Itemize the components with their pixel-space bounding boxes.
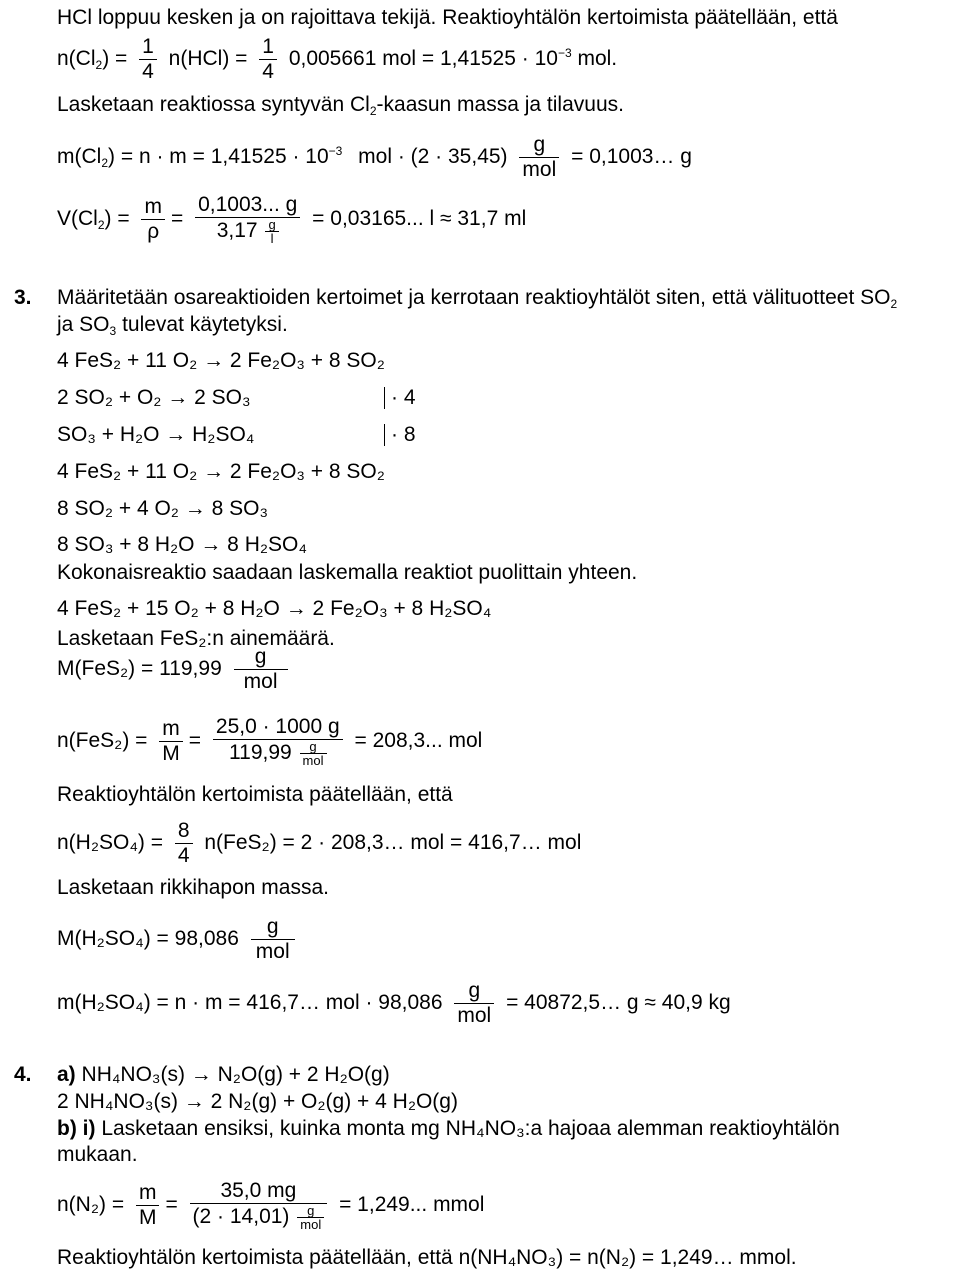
section-3-text: Määritetään osareaktioiden kertoimet ja kerrotaan reaktioyhtälöt siten, että välituotteet $SO_2$ [57, 286, 898, 311]
reaction-3: SO₃ + H₂O → H₂SO₄ [57, 423, 255, 446]
equation-M-fes2: M(FeS₂) = 119,99 $\frac{g}{\text{mol}}$ [57, 640, 294, 698]
fraction-one-quarter: $\frac{1}{4}$ [139, 35, 157, 84]
unit-g-per-mol: $\frac{g}{\text{mol}}$ [234, 645, 288, 694]
fraction-one-quarter-2: $\frac{1}{4}$ [259, 35, 277, 84]
section-4b-text2: mukaan. [57, 1143, 138, 1166]
fraction-eight-quarters: $\frac{8}{4}$ [175, 819, 193, 868]
equation-M-h2so4: M(H₂SO₄) = 98,086 $\frac{g}{\text{mol}}$ [57, 910, 301, 968]
section-4-number: 4. [14, 1063, 32, 1086]
eq-lhs: n(Cl [57, 47, 96, 70]
massa-text: Lasketaan reaktiossa syntyvän $Cl_2$-kaasun massa ja tilavuus. [57, 93, 624, 118]
reaction-6: 8 SO₃ + 8 H₂O → 8 H₂SO₄ [57, 533, 307, 556]
section-4b: b) i) Lasketaan ensiksi, kuinka monta mg NH₄NO₃:a hajoaa alemman reaktioyhtälön [57, 1117, 840, 1140]
fraction-m-M: $\frac{m}{M}$ [136, 1181, 160, 1230]
reaction-5: 8 SO₂ + 4 O₂ → 8 SO₃ [57, 497, 269, 520]
equation-n-cl2: $n(Cl_2)$ = $\frac{1}{4}$ n(HCl) = $\frac{1}{4}$ 0,005661 mol = $1,41525 \cdot 10^{-3}$ mol. [57, 34, 618, 83]
total-reaction: 4 FeS₂ + 15 O₂ + 8 H₂O → 2 Fe₂O₃ + 8 H₂SO₄ [57, 597, 492, 620]
equation-n-h2so4: n(H₂SO₄) = $\frac{8}{4}$ n(FeS₂) = 2 · 208,3… mol = 416,7… mol [57, 818, 582, 867]
equation-n-fes2: n(FeS₂) = $\frac{m}{M}$ = 25,0 · 1000 g 119,99 $\frac{g}{\text{mol}}$ = 208,3... mol [57, 715, 483, 769]
rikki-text: Lasketaan rikkihapon massa. [57, 876, 329, 899]
section-3-text-2: ja $SO_3$ tulevat käytetyksi. [57, 313, 288, 338]
reaction-1: 4 FeS₂ + 11 O₂ → 2 Fe₂O₃ + 8 SO₂ [57, 349, 385, 372]
unit-g-per-mol: $\frac{g}{\text{mol}}$ [519, 133, 559, 182]
fraction-mass-molar-n2: 35,0 mg (2 · 14,01) $\frac{g}{\text{mol}}$ [190, 1179, 328, 1231]
equation-m-h2so4: m(H₂SO₄) = n · m = 416,7… mol · 98,086 $\frac{g}{\text{mol}}$ = 40872,5… g ≈ 40,9 kg [57, 978, 731, 1027]
section-3-number: 3. [14, 286, 32, 309]
kerroin-text: Reaktioyhtälön kertoimista päätellään, että [57, 783, 453, 806]
reaction-2-multiplier: · 4 [384, 386, 416, 410]
reaction-4: 4 FeS₂ + 11 O₂ → 2 Fe₂O₃ + 8 SO₂ [57, 460, 385, 483]
intro-text: HCl loppuu kesken ja on rajoittava tekijä. Reaktioyhtälön kertoimista päätellään, että [57, 6, 838, 29]
unit-g-per-mol: $\frac{g}{\text{mol}}$ [251, 915, 295, 964]
section-4a-eq2: 2 NH₄NO₃(s) → 2 N₂(g) + O₂(g) + 4 H₂O(g) [57, 1090, 458, 1113]
fraction-mass-density: 0,1003... g 3,17 $\frac{g}{l}$ [195, 193, 300, 245]
equation-m-cl2: $m(Cl_2) = n \cdot m = 1,41525 \cdot 10^{-3}$ mol · (2 · 35,45) $\frac{g}{\text{mol}}$ = 0,1003… g [57, 132, 692, 181]
equation-n-n2: n(N₂) = $\frac{m}{M}$ = 35,0 mg (2 · 14,01) $\frac{g}{\text{mol}}$ = 1,249... mmol [57, 1179, 485, 1233]
fraction-m-M: $\frac{m}{M}$ [159, 717, 183, 766]
section-4a: a) NH₄NO₃(s) → N₂O(g) + 2 H₂O(g) [57, 1063, 390, 1086]
equation-v-cl2: $V(Cl_2)$ = $\frac{m}{\rho}$ = 0,1003... g 3,17 $\frac{g}{l}$ = 0,03165... l ≈ 31,7 ml [57, 193, 527, 247]
fes2-text: Lasketaan FeS₂:n ainemäärä. [57, 627, 335, 650]
fraction-m-rho: $\frac{m}{\rho}$ [141, 195, 165, 244]
final-text: Reaktioyhtälön kertoimista päätellään, että n(NH₄NO₃) = n(N₂) = 1,249… mmol. [57, 1246, 797, 1269]
reaction-3-multiplier: · 8 [384, 423, 416, 447]
unit-g-per-mol: $\frac{g}{\text{mol}}$ [454, 979, 494, 1028]
kokonais-text: Kokonaisreaktio saadaan laskemalla reaktiot puolittain yhteen. [57, 561, 638, 584]
fraction-mass-molar: 25,0 · 1000 g 119,99 $\frac{g}{\text{mol}}$ [213, 715, 343, 767]
reaction-2: 2 SO₂ + O₂ → 2 SO₃ [57, 386, 251, 409]
